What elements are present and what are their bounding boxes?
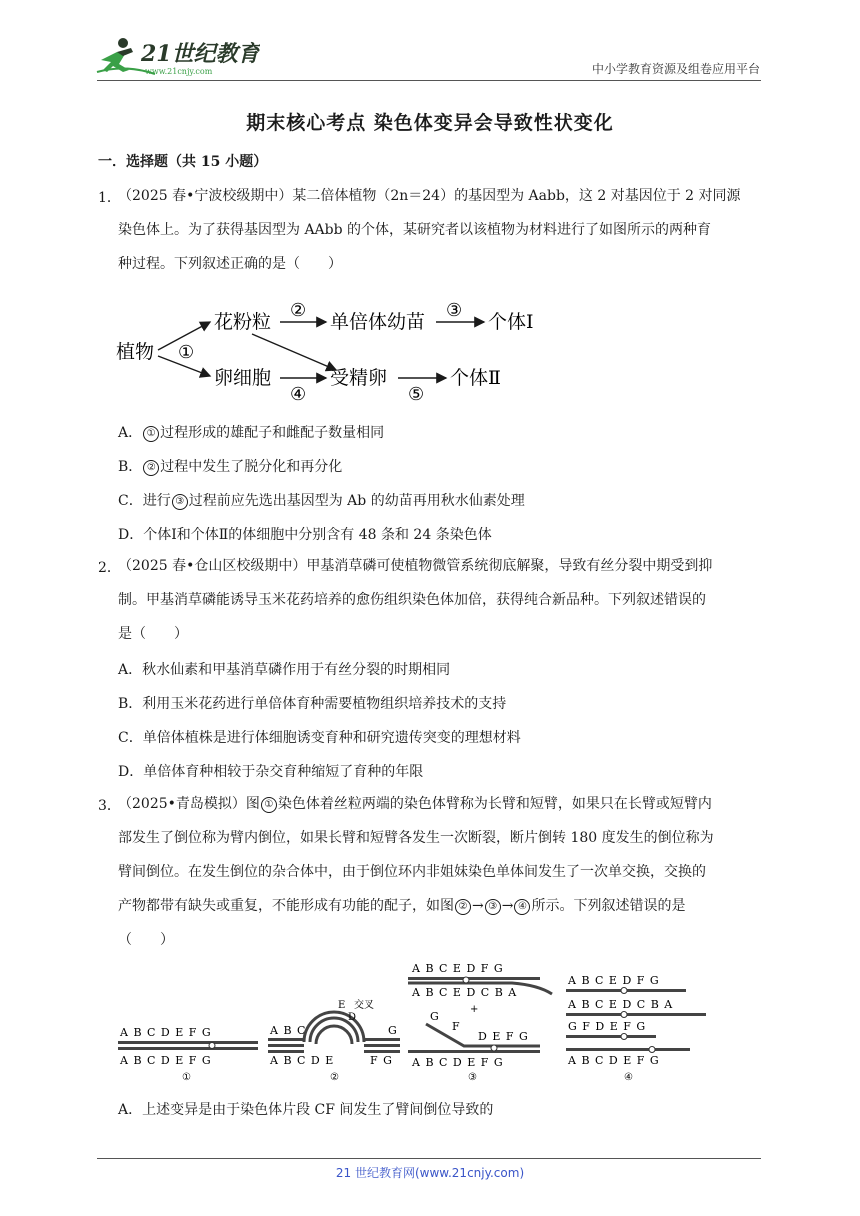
question-3-line-4: 产物都带有缺失或重复，不能形成有功能的配子，如图 ② → ③ → ④ 所示。下列叙述错误的是 <box>118 898 686 914</box>
step-2-label: ② <box>290 300 307 321</box>
panel-3 <box>408 962 552 1082</box>
step-4-label: ④ <box>290 384 307 404</box>
question-2-number: 2． <box>98 560 121 576</box>
diagram-individual-1: 个体Ⅰ <box>488 311 534 333</box>
question-2-line-3: 是（ ） <box>118 626 188 642</box>
svg-text:D E F G: D E F G <box>478 1030 529 1043</box>
svg-text:+: + <box>470 1004 479 1015</box>
step-1-label: ① <box>178 342 195 363</box>
step-3-label: ③ <box>446 300 463 321</box>
question-1-line-1: （2025 春•宁波校级期中）某二倍体植物（2n＝24）的基因型为 Aabb，这 2 对基因位于 2 对同源 <box>118 188 741 204</box>
svg-text:G: G <box>430 1010 439 1023</box>
arrow-pollen-zygote <box>252 334 336 370</box>
svg-text:A B C E D F G: A B C E D F G <box>412 962 504 975</box>
svg-text:F: F <box>452 1020 460 1033</box>
svg-text:A B C D E F G: A B C D E F G <box>120 1054 212 1067</box>
svg-text:A B C D E F G: A B C D E F G <box>568 1054 660 1067</box>
diagram-individual-2: 个体Ⅱ <box>450 367 501 389</box>
question-3-line-5: （ ） <box>118 932 174 948</box>
svg-text:A B C E D C B A: A B C E D C B A <box>412 986 518 999</box>
diagram-egg: 卵细胞 <box>214 367 272 389</box>
header-divider <box>97 80 761 81</box>
platform-label: 中小学教育资源及组卷应用平台 <box>591 62 760 76</box>
question-1-option-b[interactable]: B． ② 过程中发生了脱分化和再分化 <box>118 459 343 475</box>
svg-text:A B C: A B C <box>270 1024 307 1037</box>
question-1-line-2: 染色体上。为了获得基因型为 AAbb 的个体，某研究者以该植物为材料进行了如图所示的两种育 <box>118 222 712 238</box>
question-3-line-3: 臂间倒位。在发生倒位的杂合体中，由于倒位环内非姐妹染色单体间发生了一次单交换，交换的 <box>118 864 706 880</box>
question-3-option-a[interactable]: A．上述变异是由于染色体片段 CF 间发生了臂间倒位导致的 <box>118 1102 494 1118</box>
svg-text:A B C E D F G: A B C E D F G <box>568 974 660 987</box>
question-2-option-d[interactable]: D．单倍体育种相较于杂交育种缩短了育种的年限 <box>118 764 424 780</box>
svg-text:A B C D E: A B C D E <box>270 1054 335 1067</box>
svg-text:A B C D E F G: A B C D E F G <box>412 1056 504 1069</box>
question-2-line-2: 制。甲基消草磷能诱导玉米花药培养的愈伤组织染色体加倍，获得纯合新品种。下列叙述错误的 <box>118 592 706 608</box>
question-2-option-a[interactable]: A．秋水仙素和甲基消草磷作用于有丝分裂的时期相同 <box>118 662 451 678</box>
svg-text:G F D E F G: G F D E F G <box>568 1020 647 1033</box>
diagram-pollen: 花粉粒 <box>214 311 272 333</box>
svg-text:E: E <box>338 1000 346 1011</box>
svg-text:交叉: 交叉 <box>354 1000 374 1011</box>
svg-text:①: ① <box>182 1072 191 1082</box>
step-5-label: ⑤ <box>408 384 425 404</box>
question-3-line-1: （2025•青岛模拟）图 ① 染色体着丝粒两端的染色体臂称为长臂和短臂，如果只在长臂或短臂内 <box>118 796 712 812</box>
svg-text:F G: F G <box>370 1054 393 1067</box>
svg-text:②: ② <box>330 1072 339 1082</box>
panel-2 <box>268 998 400 1082</box>
diagram-plant: 植物 <box>116 341 155 363</box>
svg-text:A B C E D C B A: A B C E D C B A <box>568 998 674 1011</box>
section-heading: 一．选择题（共 15 小题） <box>98 154 268 170</box>
question-2-option-b[interactable]: B．利用玉米花药进行单倍体育种需要植物组织培养技术的支持 <box>118 696 507 712</box>
question-3-line-2: 部发生了倒位称为臂内倒位，如果长臂和短臂各发生一次断裂，断片倒转 180 度发生的倒位称为 <box>118 830 714 846</box>
footer-link[interactable]: 21 世纪教育网(www.21cnjy.com) <box>335 1166 525 1180</box>
question-1-number: 1． <box>98 190 121 206</box>
footer-divider <box>97 1158 761 1159</box>
page-title: 期末核心考点 染色体变异会导致性状变化 <box>246 112 614 134</box>
svg-text:G: G <box>388 1024 397 1037</box>
breeding-diagram <box>112 292 552 408</box>
question-1-line-3: 种过程。下列叙述正确的是（ ） <box>118 256 342 272</box>
diagram-zygote: 受精卵 <box>330 367 388 389</box>
logo-url: www.21cnjy.com <box>145 67 213 76</box>
svg-text:D: D <box>348 1012 357 1023</box>
question-2-line-1: （2025 春•仓山区校级期中）甲基消草磷可使植物微管系统彻底解聚，导致有丝分裂中期受到抑 <box>118 558 713 574</box>
svg-text:④: ④ <box>624 1072 633 1082</box>
question-1-option-c[interactable]: C．进行 ③ 过程前应先选出基因型为 Ab 的幼苗再用秋水仙素处理 <box>118 493 525 509</box>
inversion-figure <box>112 958 712 1086</box>
question-1-option-a[interactable]: A． ① 过程形成的雄配子和雌配子数量相同 <box>118 425 385 441</box>
site-logo <box>95 34 260 78</box>
panel-4 <box>566 974 706 1082</box>
svg-text:③: ③ <box>468 1072 477 1082</box>
diagram-haploid: 单倍体幼苗 <box>330 311 426 333</box>
svg-text:A B C D E F G: A B C D E F G <box>120 1026 212 1039</box>
question-2-option-c[interactable]: C．单倍体植株是进行体细胞诱变育种和研究遗传突变的理想材料 <box>118 730 521 746</box>
question-3-number: 3． <box>98 798 121 814</box>
question-1-option-d[interactable]: D．个体Ⅰ和个体Ⅱ的体细胞中分别含有 48 条和 24 条染色体 <box>118 527 492 543</box>
logo-text: 21世纪教育 <box>141 41 260 67</box>
panel-1 <box>118 1026 258 1082</box>
